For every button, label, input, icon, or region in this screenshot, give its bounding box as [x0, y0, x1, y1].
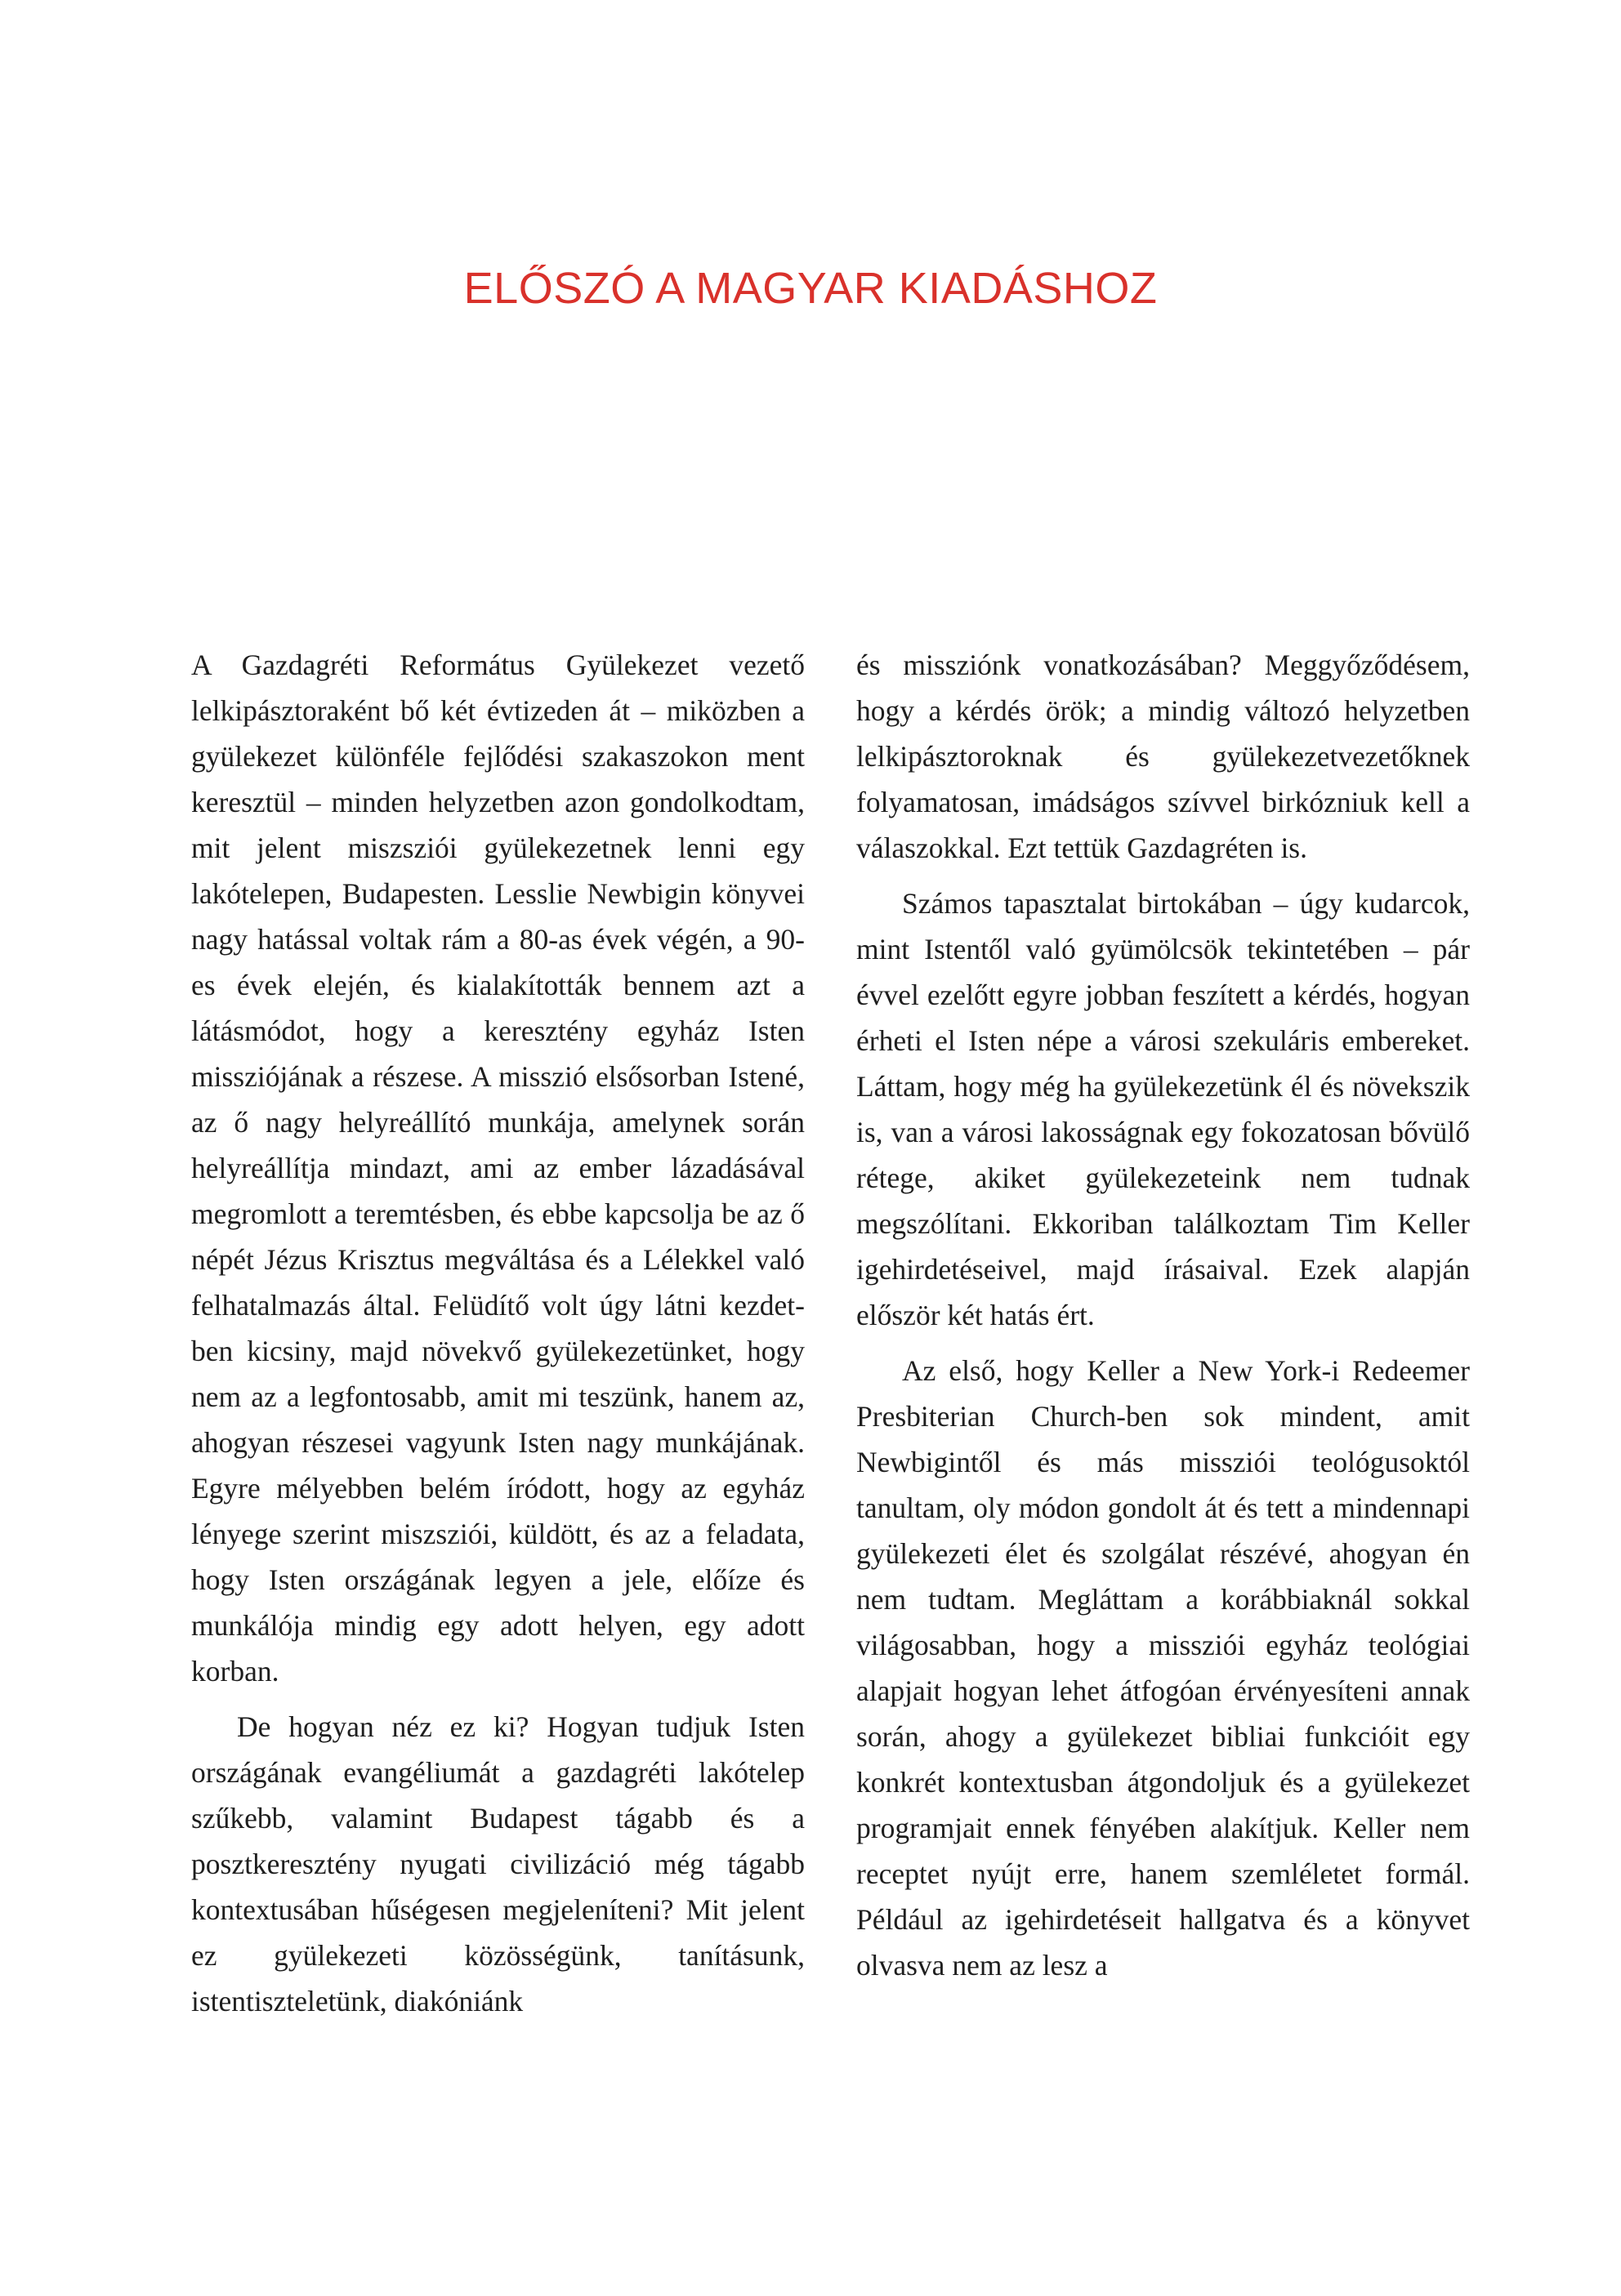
paragraph: és missziónk vonatkozásában? Meggyőződésem, hogy a kérdés örök; a mindig változó helyzetben lelkipásztoroknak és gyülekezetvezetőknek folyamatosan, imádságos szívvel birkózniuk kell a válaszokkal. Ezt tettük Gazdagréten is. — [856, 649, 1470, 864]
paragraph: Az első, hogy Keller a New York-i Redeemer Presbiterian Church-ben sok mindent, amit Newbigintől és más missziói teológusoktól tanultam, oly módon gondolt át és tett a mindennapi gyülekezeti élet és szolgálat részévé, ahogyan én nem tudtam. Megláttam a korábbiaknál sokkal világosabban, hogy a missziói egyház teológiai alapjait hogyan lehet átfogóan érvényesíteni annak során, ahogy a gyülekezet bibliai funkcióit egy konkrét kontextusban átgondoljuk és a gyülekezet programjait ennek fényében alakítjuk. Keller nem receptet nyújt erre, hanem szemléletet formál. Például az igehirdetéseit hallgatva és a könyvet olvasva nem az lesz a — [856, 1354, 1470, 1982]
paragraph: De hogyan néz ez ki? Hogyan tudjuk Isten országának evangéliumát a gazdagréti lakótelep szűkebb, valamint Budapest tágabb és a posztkeresztény nyugati civilizáció még tágabb kontextusában hűségesen megjeleníteni? Mit jelent ez gyülekezeti közösségünk, tanításunk, istentiszteletünk, diakóniánk — [191, 1710, 805, 2017]
right-column — [856, 642, 1470, 1988]
page-title: ELŐSZÓ A MAGYAR KIADÁSHOZ — [463, 264, 1158, 313]
paragraph: A Gazdagréti Református Gyülekezet vezető lelkipásztoraként bő két évtizeden át – miközben a gyülekezet különféle fejlődési szakaszokon ment keresztül – minden helyzetben azon gondolkodtam, mit jelent miszsziói gyülekezetnek lenni egy lakótelepen, Budapesten. Lesslie Newbigin könyvei nagy hatással voltak rám a 80-as évek végén, a 90-es évek elején, és kialakították bennem azt a látásmódot, hogy a keresztény egyház Isten missziójának a részese. A misszió elsősorban Istené, az ő nagy helyreállító munkája, amelynek során helyreállítja mindazt, ami az ember lázadásával megromlott a teremtésben, és ebbe kapcsolja be az ő népét Jézus Krisztus megváltása és a Lélekkel való felhatalmazás által. Felüdítő volt úgy látni kezdetben kicsiny, majd növekvő gyülekezetünket, hogy nem az a legfontosabb, amit mi teszünk, hanem az, ahogyan részesei vagyunk Isten nagy munkájának. Egyre mélyebben belém íródott, hogy az egyház lényege szerint miszsziói, küldött, és az a feladata, hogy Isten országának legyen a jele, előíze és munkálója mindig egy adott helyen, egy adott korban. — [191, 649, 805, 1687]
paragraph: Számos tapasztalat birtokában – úgy kudarcok, mint Istentől való gyümölcsök tekintetében – pár évvel ezelőtt egyre jobban feszített a kérdés, hogyan érheti el Isten népe a városi szekuláris embereket. Láttam, hogy még ha gyülekezetünk él és növekszik is, van a városi lakosságnak egy fokozatosan bővülő rétege, akiket gyülekezeteink nem tudnak megszólítani. Ekkoriban találkoztam Tim Keller igehirdetéseivel, majd írásaival. Ezek alapján először két hatás ért. — [856, 887, 1470, 1331]
left-column — [191, 642, 805, 2024]
